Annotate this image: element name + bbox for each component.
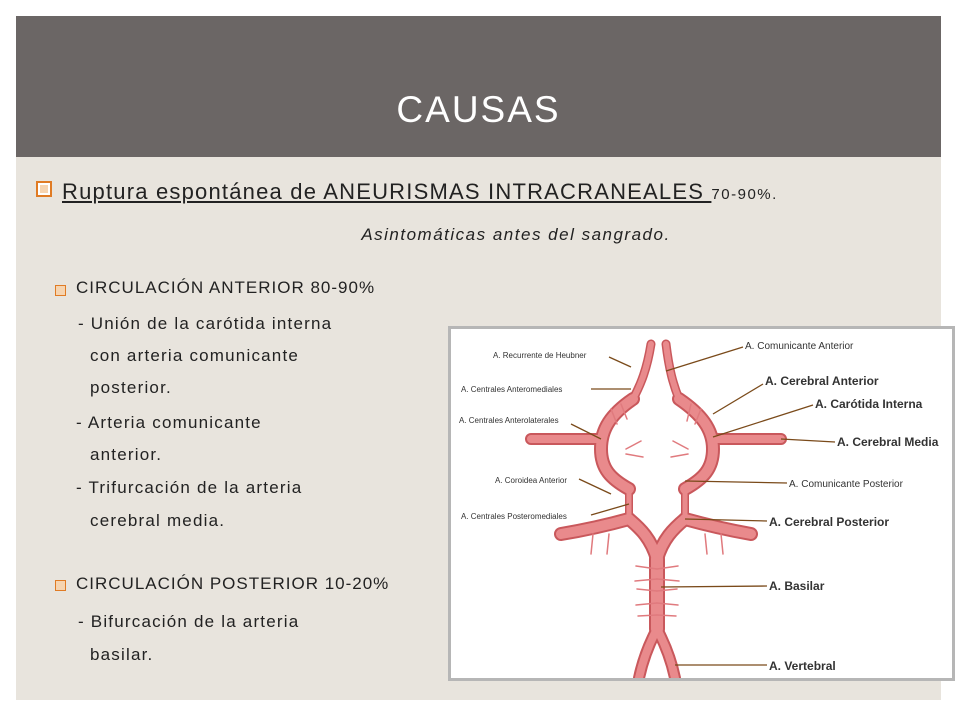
anterior-line: - Unión de la carótida interna — [78, 314, 333, 333]
slide-title: CAUSAS — [396, 89, 561, 130]
anterior-line: cerebral media. — [90, 511, 226, 530]
main-point-text: Ruptura espontánea de ANEURISMAS INTRACRANEALES — [62, 179, 712, 204]
anterior-line: - Arteria comunicante — [76, 413, 262, 432]
arterial-circle-diagram — [448, 326, 955, 681]
leader-lines — [571, 347, 835, 665]
checkbox-bullet-icon — [55, 285, 66, 296]
label-basilar: A. Basilar — [769, 579, 825, 593]
label-cerebral-anterior: A. Cerebral Anterior — [765, 374, 879, 388]
anterior-heading: CIRCULACIÓN ANTERIOR 80-90% — [76, 278, 376, 297]
posterior-heading: CIRCULACIÓN POSTERIOR 10-20% — [76, 574, 390, 593]
checkbox-bullet-icon — [36, 181, 52, 197]
label-cerebral-media: A. Cerebral Media — [837, 435, 939, 449]
label-cerebral-posterior: A. Cerebral Posterior — [769, 515, 890, 529]
label-comunicante-posterior: A. Comunicante Posterior — [789, 479, 903, 490]
anterior-line: anterior. — [90, 445, 163, 464]
label-anteromediales: A. Centrales Anteromediales — [461, 385, 563, 394]
label-comunicante-anterior: A. Comunicante Anterior — [745, 341, 854, 352]
anterior-line: con arteria comunicante — [90, 346, 300, 365]
main-point — [62, 179, 778, 205]
label-vertebral: A. Vertebral — [769, 659, 836, 673]
main-point-percent: 70-90%. — [711, 186, 778, 203]
label-heubner: A. Recurrente de Heubner — [493, 351, 587, 360]
checkbox-bullet-icon — [55, 580, 66, 591]
posterior-line: basilar. — [90, 645, 154, 664]
arterial-circle-svg — [451, 329, 952, 678]
arteries — [531, 344, 781, 678]
slide-header — [16, 16, 941, 157]
posterior-line: - Bifurcación de la arteria — [78, 612, 300, 631]
main-point-subtitle: Asintomáticas antes del sangrado. — [361, 225, 671, 244]
diagram-labels — [459, 341, 939, 673]
label-carotida: A. Carótida Interna — [815, 397, 923, 411]
label-coroidea: A. Coroidea Anterior — [495, 476, 568, 485]
label-posteromediales: A. Centrales Posteromediales — [461, 512, 567, 521]
label-anterolaterales: A. Centrales Anterolaterales — [459, 416, 559, 425]
anterior-line: posterior. — [90, 378, 172, 397]
anterior-line: - Trifurcación de la arteria — [76, 478, 303, 497]
